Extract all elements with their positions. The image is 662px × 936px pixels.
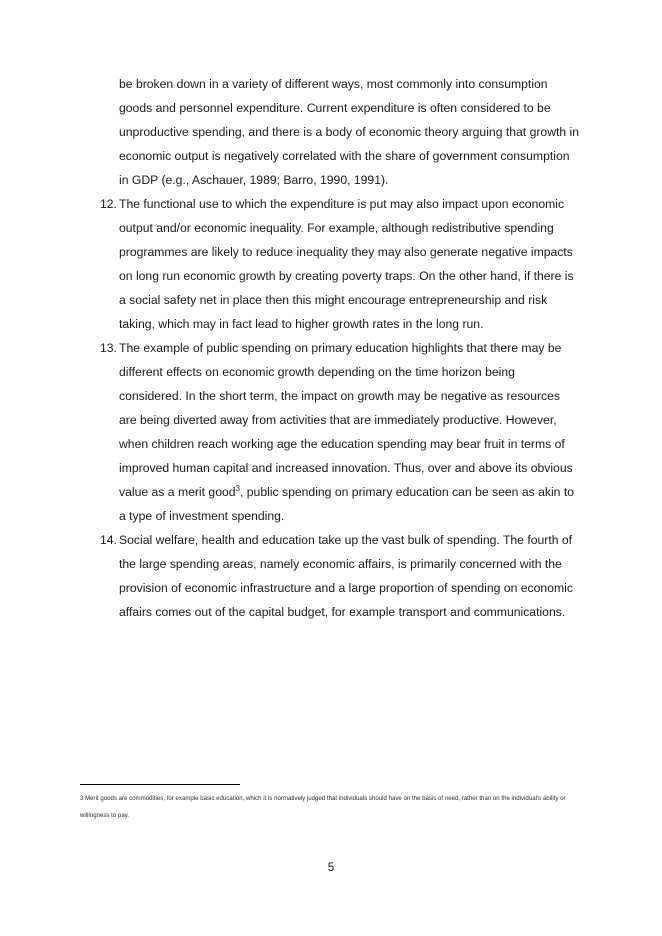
list-item-number: 14. (100, 533, 117, 547)
list-item-text-continued: , public spending on primary education can be seen as akin to a type of investment spending. (119, 485, 574, 523)
list-item (100, 528, 580, 624)
list-item (100, 336, 580, 528)
page-body (100, 72, 580, 624)
page-number: 5 (327, 862, 335, 874)
list-item-text: The functional use to which the expenditure is put may also impact upon economic output and/or economic inequality. For example, although redistributive spending programmes are likely to reduce inequality they may also generate negative impacts on long run economic growth by creating poverty traps. On the other hand, if there is a social safety net in place then this might encourage entrepreneurship and risk taking, which may in fact lead to higher growth rates in the long run. (119, 197, 574, 331)
list-item-text: The example of public spending on primary education highlights that there may be different effects on economic growth depending on the time horizon being considered. In the short term, the impact on growth may be negative as resources are being diverted away from activities that are immediately productive. However, when children reach working age the education spending may bear fruit in terms of improved human capital and increased innovation. Thus, over and above its obvious value as a merit good (119, 341, 573, 499)
list-item-text: Social welfare, health and education take up the vast bulk of spending. The fourth of the large spending areas, namely economic affairs, is primarily concerned with the provision of economic infrastructure and a large proportion of spending on economic affairs comes out of the capital budget, for example transport and communications. (119, 533, 573, 619)
list-item (100, 192, 580, 336)
footnote-separator (80, 784, 240, 785)
continuation-paragraph: be broken down in a variety of different ways, most commonly into consumption goods and personnel expenditure. Current expenditure is often considered to be unproductive spending, and there is a body of economic theory arguing that growth in economic output is negatively correlated with the share of government consumption in GDP (e.g., Aschauer, 1989; Barro, 1990, 1991). (119, 77, 580, 187)
footnote-text: 3 Merit goods are commodities, for example basic education, which it is normatively judged that individuals should have on the basis of need, rather than on the individual's ability or willingness to pay. (80, 795, 566, 819)
list-item-number: 12. (100, 197, 117, 211)
footnote-reference-marker[interactable]: 3 (235, 483, 240, 493)
list-item-number: 13. (100, 341, 117, 355)
numbered-list (100, 192, 580, 624)
